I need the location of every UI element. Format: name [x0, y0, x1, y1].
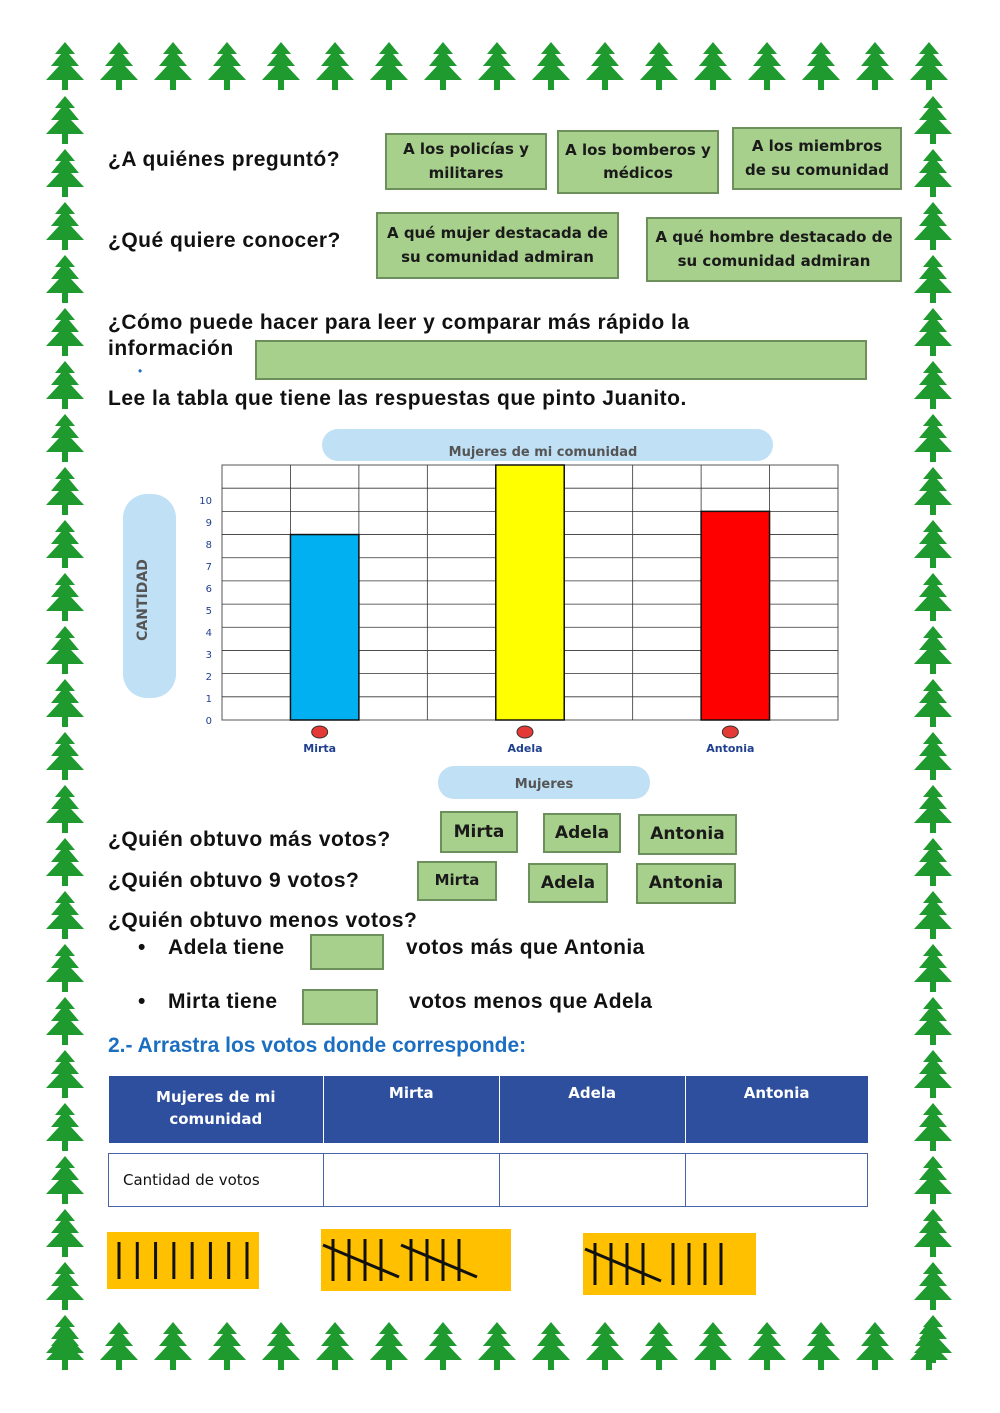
sentence-adela-after: votos más que Antonia: [406, 936, 645, 959]
tree-icon: [910, 836, 956, 890]
option-woman-admired[interactable]: A qué mujer destacada de su comunidad admiran: [376, 212, 619, 279]
option-q4-mirta[interactable]: Mirta: [440, 811, 518, 853]
y-tick-label: 6: [205, 583, 212, 595]
tree-icon: [744, 1320, 790, 1374]
header-antonia: Antonia: [685, 1076, 867, 1143]
tree-icon: [42, 889, 88, 943]
tree-icon: [910, 889, 956, 943]
tree-icon: [42, 1101, 88, 1155]
category-label: Antonia: [706, 742, 755, 755]
table-row: [109, 1154, 868, 1207]
tree-icon: [42, 942, 88, 996]
option-community-members[interactable]: A los miembros de su comunidad: [732, 127, 902, 190]
tree-icon: [420, 1320, 466, 1374]
x-axis-label: Mujeres: [514, 777, 574, 792]
tree-icon: [690, 1320, 736, 1374]
sentence-mirta-after: votos menos que Adela: [409, 990, 653, 1013]
tree-icon: [636, 1320, 682, 1374]
category-marker: [312, 726, 328, 738]
option-q4-antonia[interactable]: Antonia: [638, 814, 737, 855]
tree-icon: [474, 1320, 520, 1374]
tree-icon: [528, 1320, 574, 1374]
tree-icon: [366, 1320, 412, 1374]
question-how-compare: ¿Cómo puede hacer para leer y comparar más rápido la: [108, 311, 690, 334]
tree-icon: [96, 1320, 142, 1374]
drop-cell-adela[interactable]: [499, 1154, 685, 1207]
drop-cell-mirta[interactable]: [324, 1154, 499, 1207]
answer-drop-zone-adela-more[interactable]: [310, 934, 384, 970]
y-tick-label: 4: [205, 627, 212, 639]
category-marker: [722, 726, 738, 738]
question-who-asked: ¿A quiénes preguntó?: [108, 148, 341, 171]
sentence-mirta-before: Mirta tiene: [168, 990, 278, 1013]
table-header-row: [109, 1076, 868, 1143]
bullet-mark: •: [138, 364, 143, 378]
question-nine-votes: ¿Quién obtuvo 9 votos?: [108, 869, 360, 892]
bullet: •: [138, 936, 146, 959]
y-tick-label: 8: [205, 539, 212, 551]
option-q5-adela[interactable]: Adela: [528, 863, 608, 903]
drop-cell-antonia[interactable]: [685, 1154, 867, 1207]
y-tick-label: 5: [205, 605, 212, 617]
tree-icon: [910, 942, 956, 996]
tree-icon: [312, 1320, 358, 1374]
tree-icon: [852, 1320, 898, 1374]
tally-card-8[interactable]: [107, 1232, 259, 1289]
section2-title: 2.- Arrastra los votos donde corresponde:: [108, 1034, 527, 1057]
category-label: Mirta: [303, 742, 337, 755]
option-firefighters-doctors[interactable]: A los bomberos y médicos: [557, 130, 719, 194]
tree-icon: [42, 995, 88, 1049]
tree-icon: [910, 1048, 956, 1102]
header-adela: Adela: [499, 1076, 685, 1143]
question-how-compare-line2: información: [108, 337, 234, 360]
tree-icon: [910, 1101, 956, 1155]
instruction-read-table: Lee la tabla que tiene las respuestas que pinto Juanito.: [108, 387, 687, 410]
tree-icon: [42, 1207, 88, 1261]
tree-icon: [910, 1313, 956, 1367]
bullet: •: [138, 990, 146, 1013]
y-tick-label: 3: [205, 649, 212, 661]
tally-marks: [107, 1232, 259, 1289]
category-marker: [517, 726, 533, 738]
y-axis-label: CANTIDAD: [135, 559, 151, 641]
option-man-admired[interactable]: A qué hombre destacado de su comunidad admiran: [646, 217, 902, 282]
tree-icon: [150, 1320, 196, 1374]
tree-icon: [910, 1154, 956, 1208]
tree-icon: [798, 1320, 844, 1374]
y-tick-label: 1: [205, 693, 212, 705]
option-q5-mirta[interactable]: Mirta: [417, 861, 497, 901]
bar-mirta: [290, 535, 358, 720]
row-label-votes: Cantidad de votos: [109, 1154, 324, 1207]
header-women: Mujeres de mi comunidad: [109, 1076, 324, 1143]
tree-icon: [582, 1320, 628, 1374]
question-most-votes: ¿Quién obtuvo más votos?: [108, 828, 391, 851]
y-tick-label: 2: [205, 671, 212, 683]
votes-table: [108, 1076, 868, 1207]
question-what-know: ¿Qué quiere conocer?: [108, 229, 341, 252]
tally-marks: [583, 1233, 756, 1295]
option-q5-antonia[interactable]: Antonia: [636, 863, 736, 904]
tally-marks: [321, 1229, 511, 1291]
tree-icon: [910, 1260, 956, 1314]
y-tick-label: 7: [205, 561, 212, 573]
y-tick-label: 0: [205, 716, 212, 727]
tree-icon: [42, 1048, 88, 1102]
option-q4-adela[interactable]: Adela: [543, 813, 621, 853]
question-least-votes: ¿Quién obtuvo menos votos?: [108, 909, 418, 932]
chart-title: Mujeres de mi comunidad: [448, 445, 638, 460]
tree-icon: [910, 995, 956, 1049]
header-mirta: Mirta: [324, 1076, 499, 1143]
tree-icon: [42, 1260, 88, 1314]
tree-icon: [42, 1154, 88, 1208]
option-police-military[interactable]: A los policías y militares: [385, 133, 547, 190]
sentence-adela-before: Adela tiene: [168, 936, 285, 959]
y-tick-label: 9: [205, 517, 212, 529]
answer-drop-zone-mirta-less[interactable]: [302, 989, 378, 1025]
tree-icon: [910, 1207, 956, 1261]
category-label: Adela: [507, 742, 543, 755]
tree-icon: [258, 1320, 304, 1374]
tally-card-9[interactable]: [583, 1233, 756, 1295]
tree-icon: [204, 1320, 250, 1374]
tree-icon: [42, 1313, 88, 1367]
tree-icon: [42, 836, 88, 890]
y-tick-label: 10: [199, 495, 212, 507]
bar-adela: [496, 465, 564, 720]
tally-card-10[interactable]: [321, 1229, 511, 1291]
bar-antonia: [701, 511, 769, 720]
